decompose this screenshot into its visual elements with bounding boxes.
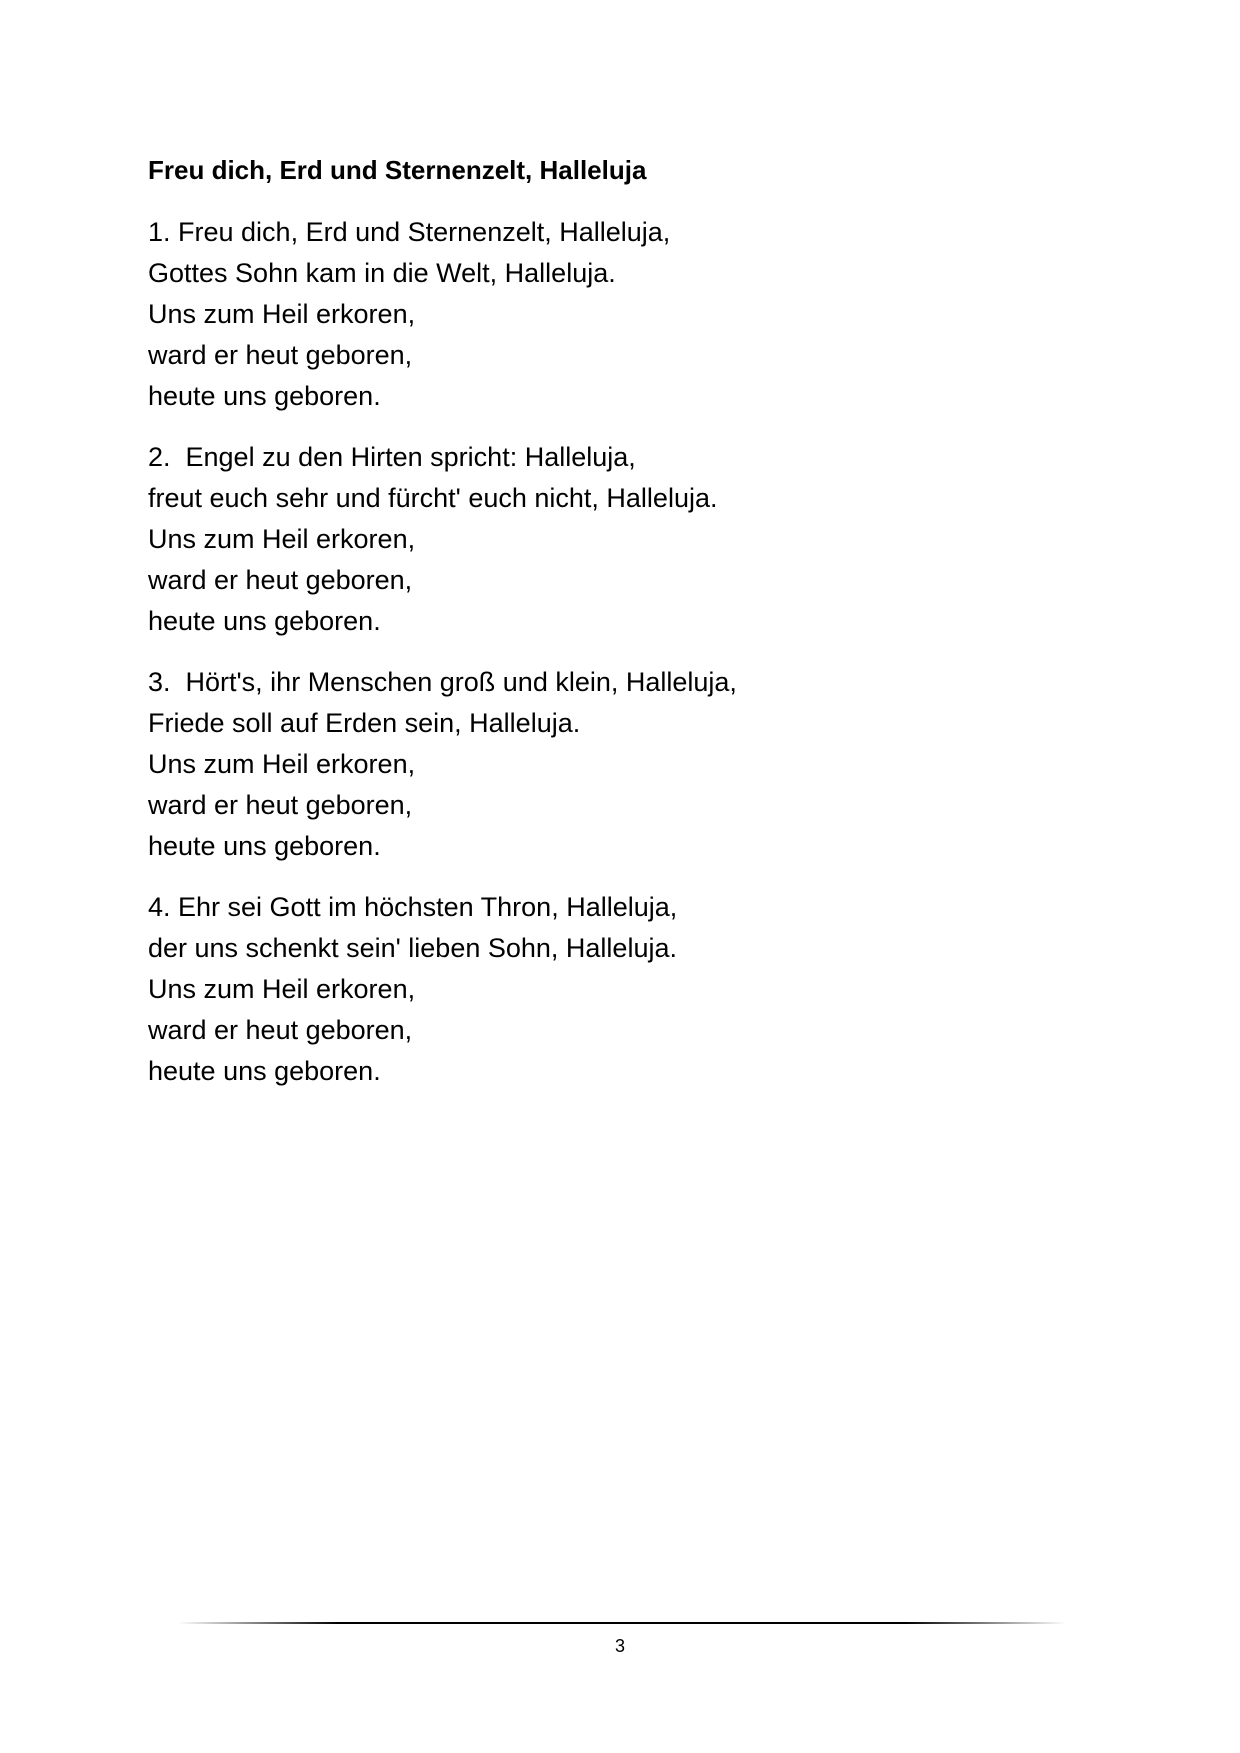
- footer-divider: [178, 1622, 1066, 1624]
- verse-line: 1. Freu dich, Erd und Sternenzelt, Halleluja,: [148, 217, 671, 247]
- verse-line: Friede soll auf Erden sein, Halleluja.: [148, 708, 581, 738]
- verse-line: ward er heut geboren,: [148, 1015, 413, 1045]
- verse-line: Gottes Sohn kam in die Welt, Halleluja.: [148, 258, 616, 288]
- verse-line: ward er heut geboren,: [148, 565, 413, 595]
- verse-line: Uns zum Heil erkoren,: [148, 299, 416, 329]
- verse-line: Uns zum Heil erkoren,: [148, 749, 416, 779]
- verse-line: der uns schenkt sein' lieben Sohn, Halleluja.: [148, 933, 677, 963]
- verse-line: ward er heut geboren,: [148, 790, 413, 820]
- verse-line: heute uns geboren.: [148, 606, 381, 636]
- song-title: Freu dich, Erd und Sternenzelt, Halleluja: [148, 155, 647, 185]
- verse-line: 3. Hört's, ihr Menschen groß und klein, Halleluja,: [148, 667, 737, 697]
- verse-line: Uns zum Heil erkoren,: [148, 524, 416, 554]
- page-number: 3: [614, 1636, 625, 1656]
- verse-line: 2. Engel zu den Hirten spricht: Halleluja,: [148, 442, 636, 472]
- verse-2: [148, 437, 1108, 642]
- verse-line: heute uns geboren.: [148, 1056, 381, 1086]
- verse-line: heute uns geboren.: [148, 381, 381, 411]
- verse-line: freut euch sehr und fürcht' euch nicht, Halleluja.: [148, 483, 718, 513]
- verse-line: ward er heut geboren,: [148, 340, 413, 370]
- verse-line: heute uns geboren.: [148, 831, 381, 861]
- verse-1: [148, 212, 1108, 417]
- verse-line: Uns zum Heil erkoren,: [148, 974, 416, 1004]
- page-content: [148, 148, 1108, 1092]
- verse-4: [148, 887, 1108, 1092]
- verse-3: [148, 662, 1108, 867]
- verse-line: 4. Ehr sei Gott im höchsten Thron, Halleluja,: [148, 892, 678, 922]
